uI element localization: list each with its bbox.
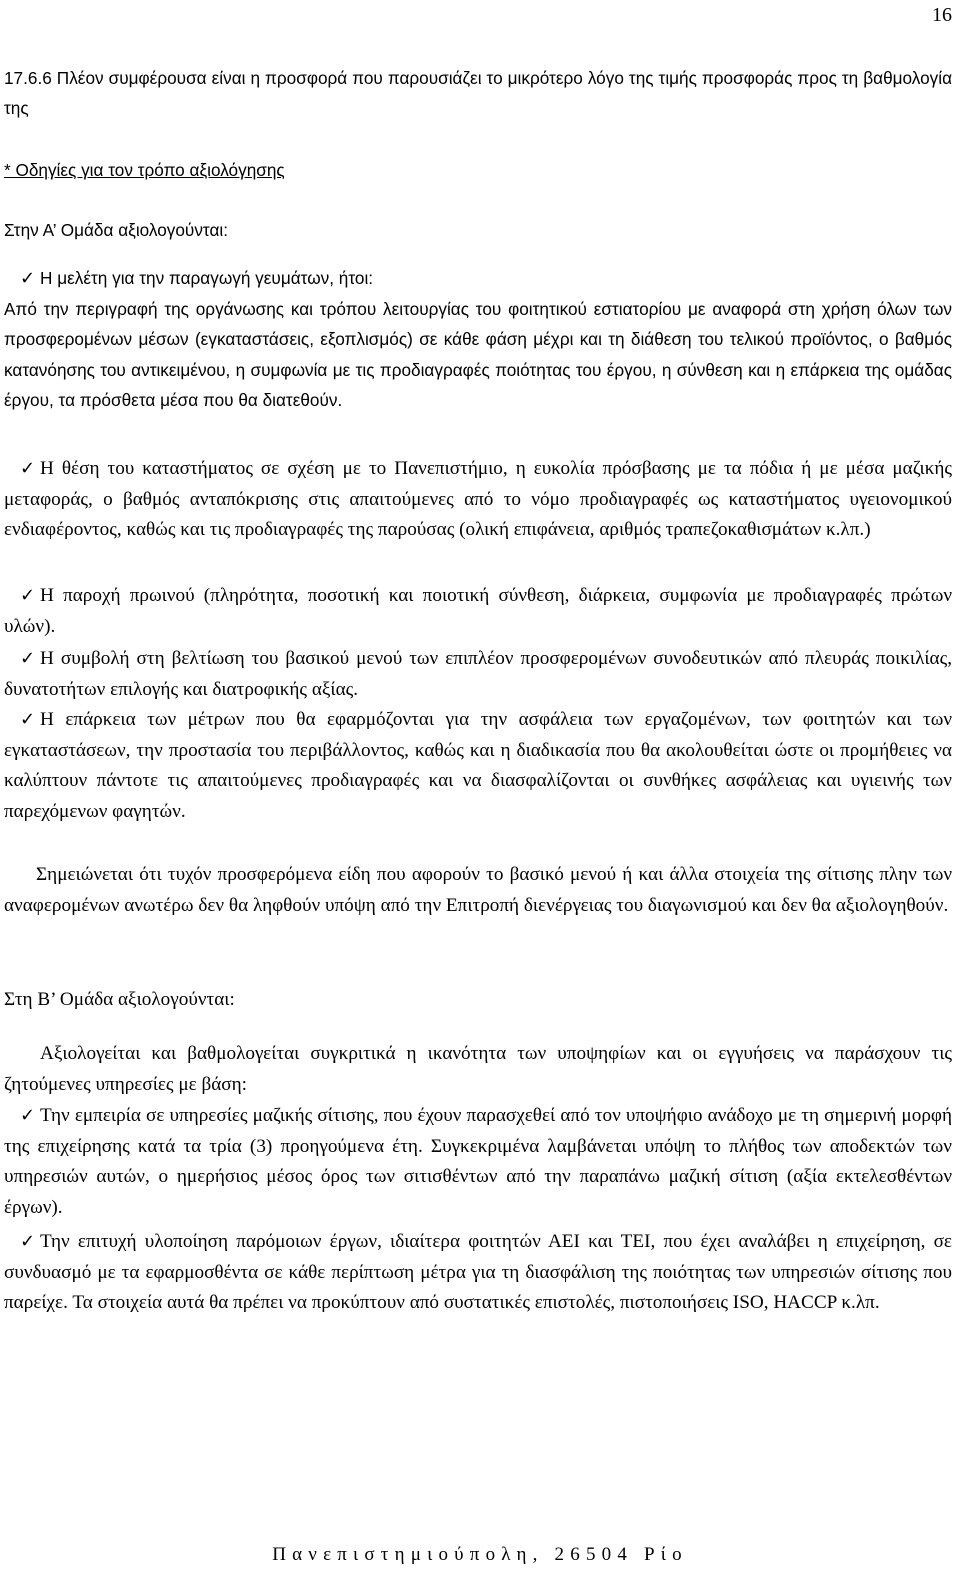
check-mark-icon: ✓ <box>20 268 36 289</box>
bullet-2-text: Η θέση του καταστήματος σε σχέση με το Πανεπιστήμιο, η ευκολία πρόσβασης με τα πόδια ή με μέσα μαζικής μεταφοράς, ο βαθμός ανταπόκρισης στις απαιτούμενες από το νόμο προδιαγραφές ως καταστήματος υγειονομικού ενδιαφέροντος, καθώς και τις προδιαγραφές της παρούσας (ολική επιφάνεια, αριθμός τραπεζοκαθισμάτων κ.λπ.) <box>4 458 952 540</box>
bullet-1-title: Η μελέτη για την παραγωγή γευμάτων, ήτοι: <box>40 268 374 288</box>
b-bullet-2 <box>4 1227 952 1319</box>
bullet-2 <box>4 454 952 546</box>
group-b-heading-text: Στη Β’ Ομάδα αξιολογούνται: <box>4 989 235 1010</box>
check-mark-icon: ✓ <box>20 1231 36 1252</box>
bullet-5 <box>4 705 952 827</box>
item-17-6-6 <box>4 63 952 123</box>
page-footer: Πανεπιστημιούπολη, 26504 Ρίο <box>272 1544 688 1565</box>
note-text: Σημειώνεται ότι τυχόν προσφερόμενα είδη που αφορούν το βασικό μενού ή και άλλα στοιχεία της σίτισης πλην των αναφερομένων ανωτέρω δεν θα ληφθούν υπόψη από την Επιτροπή διενέργειας του διαγωνισμού και δεν θα αξιολογηθούν. <box>4 864 952 916</box>
bullet-5-text: Η επάρκεια των μέτρων που θα εφαρμόζονται για την ασφάλεια των εργαζομένων, των φοιτητών και των εγκαταστάσεων, την προστασία του περιβάλλοντος, καθώς και η διαδικασία που θα ακολουθείται ώστε οι προμήθειες να καλύπτουν πάντοτε τις απαιτούμενες προδιαγραφές και να διασφαλίζονται οι συνθήκες ασφάλειας και υγιεινής των παρεχόμενων φαγητών. <box>4 709 952 822</box>
b-bullet-1 <box>4 1101 952 1223</box>
b-bullet-1-text: Την εμπειρία σε υπηρεσίες μαζικής σίτισης, που έχουν παρασχεθεί από τον υποψήφιο ανάδοχο με τη σημερινή μορφή της επιχείρησης κατά τα τρία (3) προηγούμενα έτη. Συγκεκριμένα λαμβάνεται υπόψη το πλήθος των αποδεκτών των υπηρεσιών αυτών, ο ημερήσιος μέσος όρος των σιτισθέντων από την παραπάνω μαζική σίτιση (αξία εκτελεσθέντων έργων). <box>4 1105 952 1218</box>
group-b-heading <box>4 985 952 1016</box>
group-b-intro <box>4 1039 952 1100</box>
group-a-heading <box>4 215 952 245</box>
bullet-4-text: Η συμβολή στη βελτίωση του βασικού μενού των επιπλέον προσφερομένων συνοδευτικών από πλευράς ποικιλίας, δυνατοτήτων επιλογής και διατροφικής αξίας. <box>4 648 952 700</box>
item-17-6-6-text: 17.6.6 Πλέον συμφέρουσα είναι η προσφορά που παρουσιάζει το μικρότερο λόγο της τιμής προσφοράς προς τη βαθμολογία της <box>4 68 952 119</box>
bullet-1-body: Από την περιγραφή της οργάνωσης και τρόπου λειτουργίας του φοιτητικού εστιατορίου με αναφορά στη χρήση όλων των προσφερομένων μέσων (εγκαταστάσεις, εξοπλισμός) σε κάθε φάση μέχρι και τη διάθεση του τελικού προϊόντος, ο βαθμός κατανόησης του αντικειμένου, η συμφωνία με τις προδιαγραφές ποιότητας του έργου, η σύνθεση και η επάρκεια της ομάδας έργου, τα πρόσθετα μέσα που θα διατεθούν. <box>4 299 952 410</box>
check-mark-icon: ✓ <box>20 648 36 669</box>
bullet-3 <box>4 581 952 642</box>
check-mark-icon: ✓ <box>20 1105 36 1126</box>
check-mark-icon: ✓ <box>20 709 36 730</box>
bullet-3-text: Η παροχή πρωινού (πληρότητα, ποσοτική και ποιοτική σύνθεση, διάρκεια, συμφωνία με προδιαγραφές πρώτων υλών). <box>4 585 952 637</box>
instructions-heading <box>4 155 952 185</box>
note-paragraph <box>4 860 952 921</box>
instructions-heading-text: * Οδηγίες για τον τρόπο αξιολόγησης <box>4 160 285 180</box>
check-mark-icon: ✓ <box>20 585 36 606</box>
b-bullet-2-text: Την επιτυχή υλοποίηση παρόμοιων έργων, ιδιαίτερα φοιτητών ΑΕΙ και ΤΕΙ, που έχει αναλάβει η επιχείρηση, σε συνδυασμό με τα εφαρμοσθέντα σε κάθε περίπτωση μέτρα για τη διασφάλιση της ποιότητας των υπηρεσιών σίτισης που παρείχε. Τα στοιχεία αυτά θα πρέπει να προκύπτουν από συστατικές επιστολές, πιστοποιήσεις ISO, HACCP κ.λπ. <box>4 1231 952 1313</box>
group-b-intro-text: Αξιολογείται και βαθμολογείται συγκριτικά η ικανότητα των υποψηφίων και οι εγγυήσεις να παράσχουν τις ζητούμενες υπηρεσίες με βάση: <box>4 1043 952 1095</box>
bullet-1 <box>4 263 952 415</box>
check-mark-icon: ✓ <box>20 458 36 479</box>
page-number: 16 <box>932 4 952 26</box>
bullet-4 <box>4 644 952 705</box>
group-a-heading-text: Στην Α’ Ομάδα αξιολογούνται: <box>4 220 228 240</box>
